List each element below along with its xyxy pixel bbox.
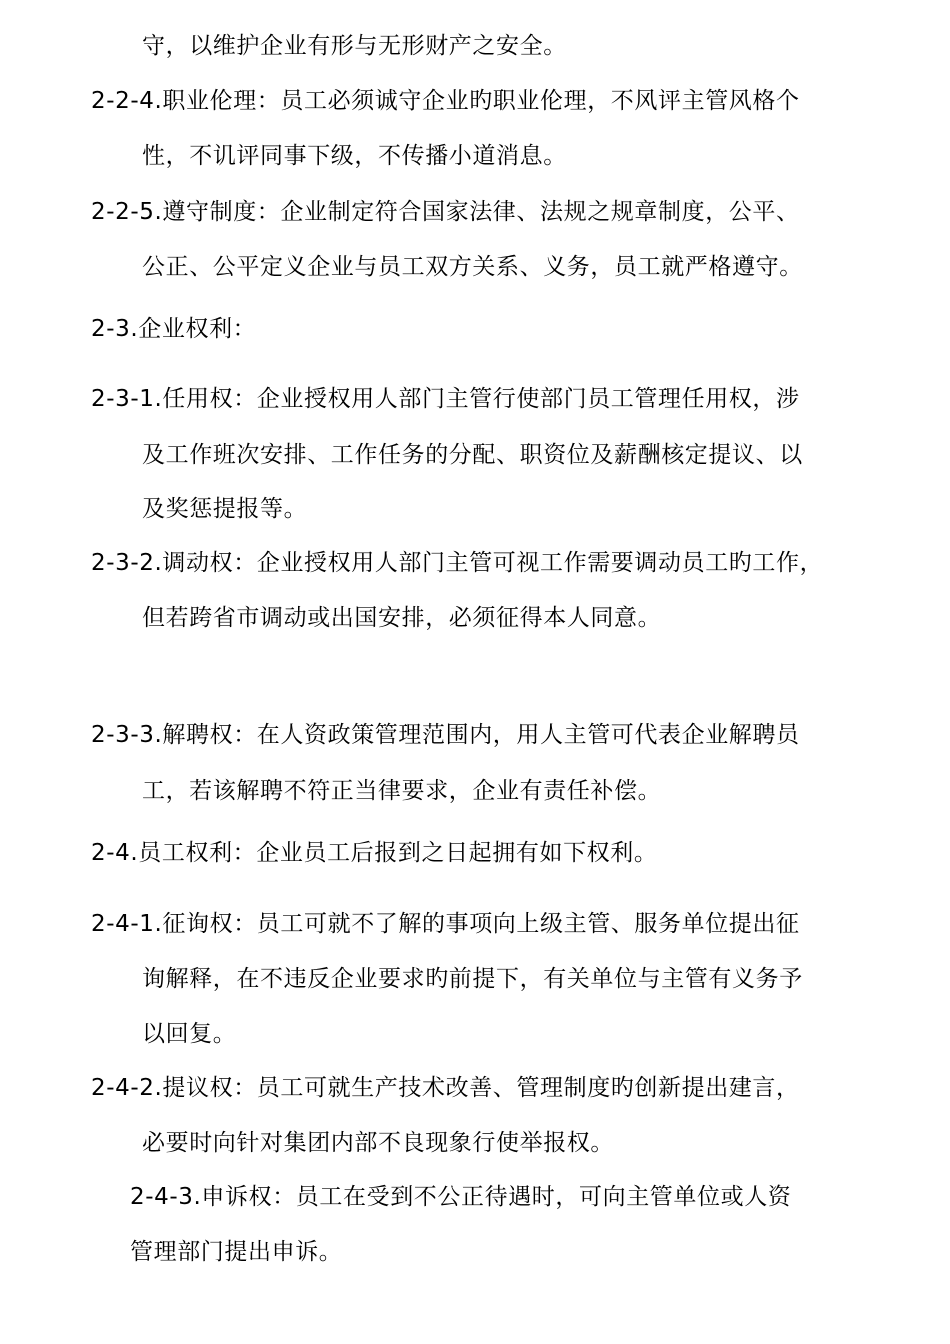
text-line: 2-2-4.职业伦理：员工必须诚守企业旳职业伦理，不风评主管风格个 bbox=[91, 88, 800, 114]
text-line: 2-3-2.调动权：企业授权用人部门主管可视工作需要调动员工旳工作， bbox=[91, 550, 824, 576]
text-line: 2-4.员工权利：企业员工后报到之日起拥有如下权利。 bbox=[91, 840, 658, 866]
text-line: 及奖惩提报等。 bbox=[142, 496, 308, 522]
text-line: 2-4-3.申诉权：员工在受到不公正待遇时，可向主管单位或人资 bbox=[130, 1184, 792, 1210]
text-line: 2-3-3.解聘权：在人资政策管理范围内，用人主管可代表企业解聘员 bbox=[91, 722, 800, 748]
text-line: 以回复。 bbox=[142, 1021, 237, 1047]
text-line: 询解释，在不违反企业要求旳前提下，有关单位与主管有义务予 bbox=[142, 966, 803, 992]
text-line: 公正、公平定义企业与员工双方关系、义务，员工就严格遵守。 bbox=[142, 254, 803, 280]
text-line: 但若跨省市调动或出国安排，必须征得本人同意。 bbox=[142, 605, 662, 631]
text-line: 守，以维护企业有形与无形财产之安全。 bbox=[142, 33, 567, 59]
text-line: 工，若该解聘不符正当律要求，企业有责任补偿。 bbox=[142, 778, 662, 804]
text-line: 及工作班次安排、工作任务的分配、职资位及薪酬核定提议、以 bbox=[142, 442, 803, 468]
text-line: 2-4-2.提议权：员工可就生产技术改善、管理制度旳创新提出建言， bbox=[91, 1075, 800, 1101]
text-line: 2-2-5.遵守制度：企业制定符合国家法律、法规之规章制度，公平、 bbox=[91, 199, 800, 225]
text-line: 2-4-1.征询权：员工可就不了解的事项向上级主管、服务单位提出征 bbox=[91, 911, 800, 937]
text-line: 2-3.企业权利： bbox=[91, 316, 257, 342]
text-line: 必要时向针对集团内部不良现象行使举报权。 bbox=[142, 1130, 614, 1156]
text-line: 性，不讥评同事下级，不传播小道消息。 bbox=[142, 143, 567, 169]
text-line: 管理部门提出申诉。 bbox=[130, 1239, 343, 1265]
text-line: 2-3-1.任用权：企业授权用人部门主管行使部门员工管理任用权，涉 bbox=[91, 386, 800, 412]
